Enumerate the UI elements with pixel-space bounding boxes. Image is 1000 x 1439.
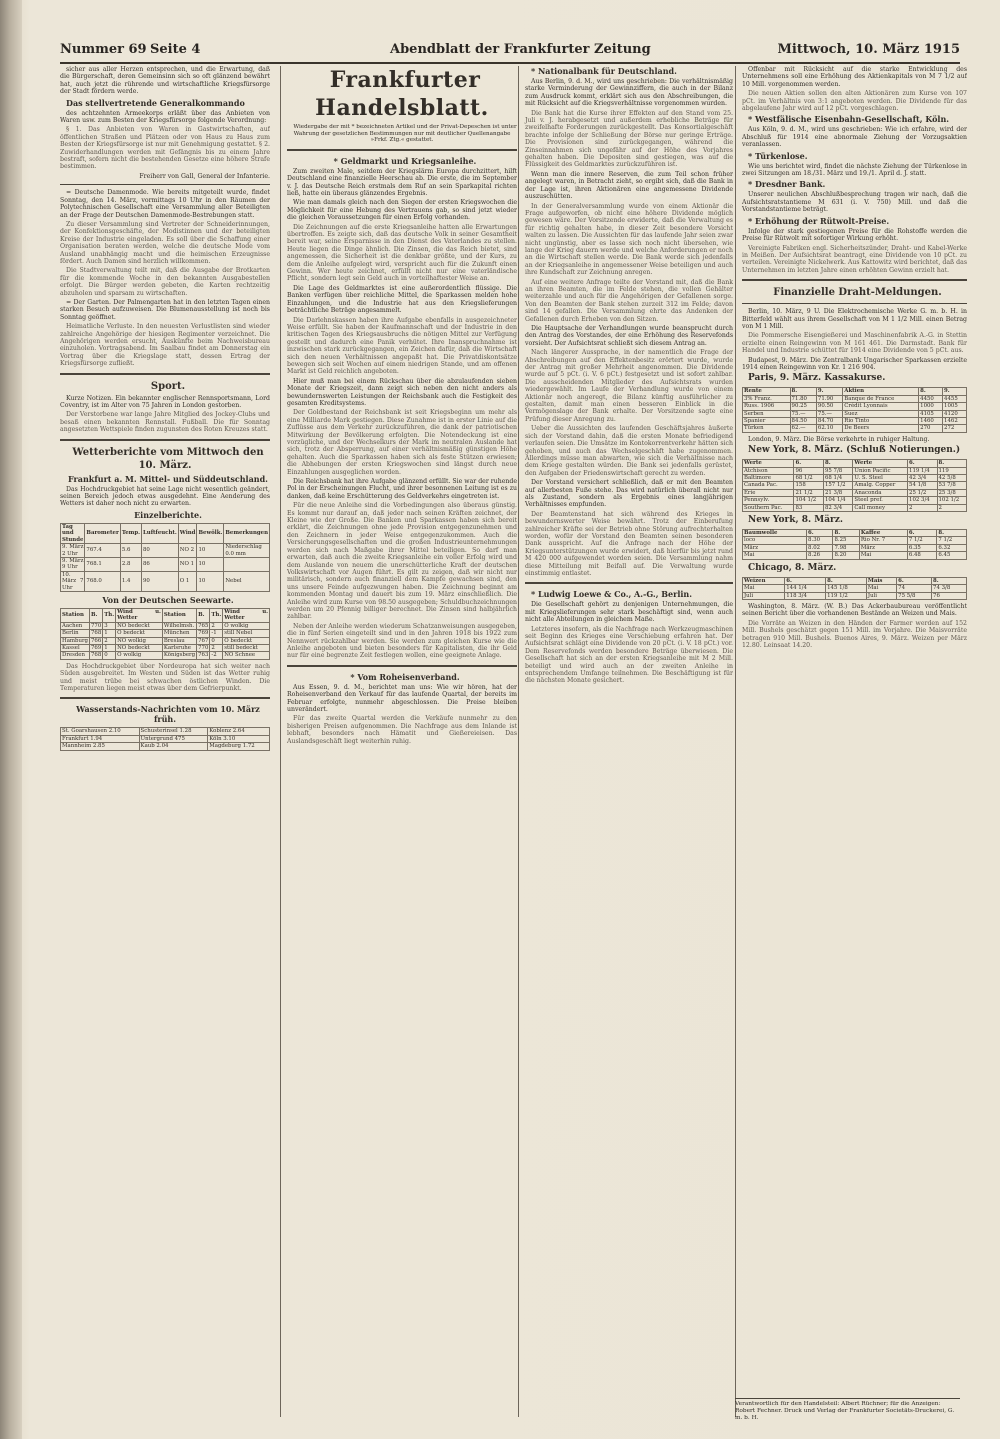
geldmarkt-filler-4: Für die neue Anleihe sind die Vorbedingungen also überaus günstig. Es kommt nur darauf an, daß jeder nach seinen Kräften zeichnet, der Kleine wie der Große. Die Banken und Sparkassen haben sich bereit erklärt, die Zeichnungen ohne jede Provision entgegenzunehmen und den Zeichnern in jeder Weise entgegenzukommen. Auch die Versicherungsgesellschaften und die großen Industrieunternehmungen werden sich nach Maßgabe ihrer Mittel beteiligen. So darf man erwarten, daß auch die zweite Kriegsanleihe ein voller Erfolg wird und dem Auslande von neuem die unerschütterliche Kraft der deutschen Volkswirtschaft vor Augen führt. Es gilt zu zeigen, daß wir nicht nur militärisch, sondern auch finanziell dem Kampfe gewachsen sind, den uns unsere Feinde aufgezwungen haben. Die Zeichnung beginnt am kommenden Montag und dauert bis zum 19. März einschließlich. Die Anleihe wird zum Kurse von 98.50 ausgegeben; Schuldbuchzeichnungen werden um 20 Pfennig billiger berechnet. Die Zinsen sind halbjährlich zahlbar. — [287, 502, 517, 621]
column-3 — [518, 66, 733, 1417]
nationalbank-p4: Der Vorstand versichert schließlich, daß er mit den Beamten auf allerbesten Fuße stehe. Das wird natürlich überall nicht nur als Zustand, sondern als Ergebnis eines langjährigen Verhältnisses empfunden. — [525, 479, 733, 509]
intro-paragraph: sicher aus aller Herzen entsprechen, und die Erwartung, daß die Bürgerschaft, deren Gemeinsinn sich so oft glänzend bewährt hat, auch jetzt die rührende und wirtschaftliche Kriegsfürsorge der Stadt fördern werde. — [60, 66, 270, 96]
article-title-loewe: * Ludwig Loewe & Co., A.-G., Berlin. — [531, 589, 693, 600]
nationalbank-filler-1: Die Bank hat die Kurse ihrer Effekten auf den Stand vom 25. Juli v. J. herabgesetzt und außerdem erhebliche Beträge für zweifelhafte Forderungen zurückgestellt. Das Konsortialgeschäft brachte infolge der Schließung der Börse nur geringe Erträge. Die Provisionen sind zurückgegangen, während die Zinseinnahmen sich ungefähr auf der Höhe des Vorjahres gehalten haben. Die Depositen sind gestiegen, was auf die Flüssigkeit des Geldmarktes zurückzuführen ist. — [525, 109, 733, 169]
weather-title: Wetterberichte vom Mittwoch den 10. März. — [72, 446, 264, 471]
weather-text: Das Hochdruckgebiet hat seine Lage nicht wesentlich geändert, seinen Bereich jedoch etwas ausgedehnt. Eine Aenderung des Wetters ist daher noch nicht zu erwarten. — [60, 485, 270, 508]
issue-number: Nummer 69 — [60, 42, 147, 57]
london-text: London, 9. März. Die Börse verkehrte in ruhiger Haltung. — [748, 435, 930, 443]
geldmarkt-p2: Wie man damals gleich nach den Siegen der ersten Kriegswochen die Möglichkeit für eine Hebung des Vertrauens gab, so sind jetzt wieder die gleichen Voraussetzungen für einen Erfolg vorhanden. — [287, 199, 517, 222]
article-title-geldmarkt: * Geldmarkt und Kriegsanleihe. — [333, 155, 477, 166]
nationalbank-filler-3: Auf eine weitere Anfrage teilte der Vorstand mit, daß die Bank an ihren Beamten, die im Felde stehen, die vollen Gehälter weiterzahle und auch für die Angehörigen der Gefallenen sorge. Von den Beamten der Bank stehen zurzeit 312 im Felde; davon sind 14 gefallen. Die Versammlung ehrte das Andenken der Gefallenen durch Erheben von den Sitzen. — [525, 278, 733, 323]
masthead: Abendblatt der Frankfurter Zeitung — [390, 42, 651, 57]
geldmarkt-p1: Zum zweiten Male, seitdem der Kriegslärm Europa durchzittert, hilft Deutschland eine finanzielle Heerschau ab. Die erste, die im September v. J. das Deutsche Reich erstmals dem Ruf an sein Sparkapital richten ließ, hatte ein überaus glänzendes Ergebnis. — [287, 167, 517, 197]
geldmarkt-filler-1: Die Zeichnungen auf die erste Kriegsanleihe hatten alle Erwartungen übertroffen. Es zeigte sich, daß das deutsche Volk in seiner Gesamtheit bereit war, seine Ersparnisse in den Dienst des Vaterlandes zu stellen. Heute liegen die Dinge ähnlich. Die Zinsen, die das Reich bietet, sind angemessen, die Sicherheit ist die denkbar größte, und der Kurs, zu dem die Anleihe aufgelegt wird, verspricht auch für die Zukunft einen Gewinn. Wer heute zeichnet, erfüllt nicht nur eine vaterländische Pflicht, sondern legt sein Geld auch in vorteilhaftester Weise an. — [287, 223, 517, 283]
damenmode-text: = Deutsche Damenmode. Wie bereits mitgeteilt wurde, findet Sonntag, den 14. März, vormittags 10 Uhr in den Räumen der Polytechnischen Gesellschaft eine Versammlung aller Beteiligten an der Frage der Deutschen Damenmode-Bestrebungen statt. — [60, 189, 270, 219]
loewe-filler: Letzteres insofern, als die Nachfrage nach Werkzeugmaschinen seit Beginn des Krieges eine Verschiebung erfahren hat. Der Aufsichtsrat schlägt eine Dividende von 20 pCt. (i. V. 18 pCt.) vor. Dem Reservefonds werden besondere Beträge überwiesen. Die Gesellschaft hat sich an der ersten Kriegsanleihe mit M 2 Mill. beteiligt und wird auch an der zweiten Anleihe in entsprechendem Umfange teilnehmen. Die Beschäftigung ist für die nächsten Monate gesichert. — [525, 625, 733, 685]
weather-table: Tag und Stunde Barometer Temp. Luftfeucht. Wind Bewölk. Bemerkungen 9. März 2 Uhr 767.4 5.6 80 NO 2 10 Niederschlag 0.0 mm 9. März 9 Uhr 768.1 2.8 86 NO 1 10 10. März 7 Uhr 768.0 1.4 90 O 1 10 Nebel — [62, 523, 268, 591]
seewarte-table: Station B. Th. Wind u. Wetter Station B. Th. Wind u. Wetter Aachen 770 3 NO bedeckt Wilhelmsh. 765 2 O wolkig Berlin 768 1 O bedeckt München 769 -1 still Nebel Hamburg 766 2 NO wolkig Breslau 767 0 O bedeckt Kassel 769 1 NO bedeckt Karlsruhe 770 2 still bedeckt Dresden 768 0 O wolkig Königsberg 763 -2 NO Schnee — [62, 608, 268, 659]
column-2 — [280, 66, 517, 1417]
roheisen-filler: Für das zweite Quartal werden die Verkäufe nunmehr zu den bisherigen Preisen aufgenommen. Die Nachfrage aus dem Inlande ist lebhaft, besonders nach Hämatit und Gießereieisen. Das Auslandsgeschäft liegt weiterhin ruhig. — [287, 715, 517, 745]
col4-p1: Offenbar mit Rücksicht auf die starke Entwicklung des Unternehmens soll eine Erhöhung des Aktienkapitals von M 7 1/2 auf 10 Mill. vorgenommen werden. — [742, 66, 967, 88]
nationalbank-p1: Aus Berlin, 9. d. M., wird uns geschrieben: Die verhältnismäßig starke Verminderung der Gewinnziffern, die auch in der Bilanz zum Ausdruck kommt, erklärt sich aus den Abschreibungen, die mit Rücksicht auf die Kriegsverhältnisse vorgenommen wurden. — [525, 78, 733, 108]
roheisen-p1: Aus Essen, 9. d. M., berichtet man uns: Wie wir hören, hat der Roheisenverband den Verkauf für das laufende Quartal, der bereits im Februar erfolgte, nunmehr abgeschlossen. Die Preise bleiben unverändert. — [287, 683, 517, 713]
col4-p7: Budapest, 9. März. Die Zentralbank Ungarischer Sparkassen erzielte 1914 einen Reingewinn von Kr. 1 216 904. — [742, 356, 967, 371]
col4-p5: Infolge der stark gestiegenen Preise für die Rohstoffe werden die Preise für Rütwolt mit sofortiger Wirkung erhöht. — [742, 227, 967, 243]
paris-label: Paris, 9. März. Kassakurse. — [748, 373, 886, 384]
col4-filler-2: Vereinigte Fabriken engl. Sicherheitszünder, Draht- und Kabel-Werke in Meißen. Der Aufsichtsrat beantragt, eine Dividende von 10 pCt. zu verteilen. Vereinigte Nickelwerk. Aus Kattowitz wird berichtet, daß das Unternehmen im letzten Jahre einen erhöhten Gewinn erzielt hat. — [742, 244, 967, 274]
damenmode-body: Zu dieser Versammlung sind Vertreter der Schneiderinnungen, der Konfektionsgeschäfte, der Modistinnen und der beteiligten Kreise der Industrie eingeladen. Es soll über die Schaffung einer Organisation beraten werden, welche die deutsche Mode vom Ausland unabhängig macht und die heimischen Erzeugnisse fördert. Auch Damen sind herzlich willkommen. — [60, 220, 270, 265]
geldmarkt-p5: Die Reichsbank hat ihre Aufgabe glänzend erfüllt. Sie war der ruhende Pol in der Erscheinungen Flucht, und ihrer besonnenen Leitung ist es zu danken, daß keine Erschütterung des Geldverkehrs eingetreten ist. — [287, 478, 517, 500]
handelsblatt-subtitle: Wiedergabe der mit * bezeichneten Artikel und der Privat-Depeschen ist unter Wahrung der gesetzlichen Bestimmungen nur mit deutlicher Quellenangabe »Frkf. Ztg.« gestattet. — [293, 124, 517, 144]
article-title-tuerkenlose: * Türkenlose. — [748, 150, 808, 161]
column-1 — [60, 66, 270, 1417]
article-title-dresdner: * Dresdner Bank. — [748, 179, 826, 190]
generalkommando-signature: Freiherr von Gall, General der Infanterie. — [139, 172, 270, 180]
seewarte-text: Das Hochdruckgebiet über Nordeuropa hat sich weiter nach Süden ausgebreitet. Im Westen und Süden ist das Wetter ruhig und meist trübe bei schwachen östlichen Winden. Die Temperaturen liegen meist etwas über dem Gefrierpunkt. — [60, 662, 270, 692]
newyork-table: Werte 6. 8. Werte 6. 8. Atchison 96 95 7/8 Union Pacific 119 1/4 119 Baltimore 68 1/2 68 1/4 U. S. Steel 42 3/4 42 5/8 Canada Pac. 158 157 1/2 Amalg. Copper 54 1/8 53 7/8 Erie 21 1/2 21 3/8 Anaconda 25 1/2 25 3/8 Pennsylv. 104 1/2 104 1/4 Steel pref. 102 3/4 102 1/2 Southern Pac. 83 82 3/4 Call money 2 2 — [742, 459, 967, 512]
imprint-footer: Verantwortlich für den Handelsteil: Albert Rüchner; für die Anzeigen: Robert Fechner. Druck und Verlag der Frankfurter Societäts-Druckerei, G. m. b. H. — [735, 1398, 960, 1422]
article-title-nationalbank: * Nationalbank für Deutschland. — [531, 66, 677, 76]
generalkommando-text: des achtzehnten Armeekorps erläßt über das Anbieten von Waren usw. zum Besten der Kriegsfürsorge folgende Verordnung: — [60, 109, 270, 125]
section-title-generalkommando: Das stellvertretende Generalkommando — [66, 97, 245, 108]
chicago-label: Chicago, 8. März. — [748, 562, 837, 573]
column-4 — [735, 66, 967, 1417]
page-number: Seite 4 — [150, 42, 201, 57]
nationalbank-p2: Wenn man die innere Reserven, die zum Teil schon früher angelegt waren, in Betracht zieht, so ergibt sich, daß die Bank in der Lage ist, ihren Aktionären eine angemessene Dividende auszuschütten. — [525, 170, 733, 201]
geldmarkt-filler-2: Die Darlehnskassen haben ihre Aufgabe ebenfalls in ausgezeichneter Weise erfüllt. Sie haben der Kaufmannschaft und der Industrie in den kritischen Tagen des Kriegsausbruchs die nötigen Mittel zur Verfügung gestellt und dadurch eine Panik verhütet. Ihre Inanspruchnahme ist inzwischen stark zurückgegangen, ein Zeichen dafür, daß die Wirtschaft sich den neuen Verhältnissen angepaßt hat. Die Privatdiskontsätze bewegen sich seit Wochen auf einem niedrigen Stande, und am offenen Markt ist Geld reichlich angeboten. — [287, 316, 517, 376]
article-title-westfaelische: * Westfälische Eisenbahn-Gesellschaft, Köln. — [748, 114, 950, 125]
nationalbank-filler-2: In der Generalversammlung wurde von einem Aktionär die Frage aufgeworfen, ob nicht eine höhere Dividende möglich gewesen wäre. Der Vorsitzende erwiderte, daß die Verwaltung es für richtig gehalten habe, in dieser Zeit besondere Vorsicht walten zu lassen. Die Aussichten für das laufende Jahr seien zwar nicht ungünstig, aber es lasse sich noch nicht übersehen, wie lange der Krieg dauern werde und welche Anforderungen er noch an die Wirtschaft stellen werde. Die Bank werde sich jedenfalls an der Kriegsanleihe in angemessener Weise beteiligen und auch ihre Kundschaft zur Zeichnung anregen. — [525, 202, 733, 277]
geldmarkt-filler-3: Der Goldbestand der Reichsbank ist seit Kriegsbeginn um mehr als eine Milliarde Mark gestiegen. Diese Zunahme ist in erster Linie auf die Zuflüsse aus dem Verkehr zurückzuführen, die dank der patriotischen Mitwirkung der Bevölkerung erfolgten. Die Notendeckung ist eine vorzügliche, und der Wechselkurs der Mark im neutralen Auslande hat sich, trotz der Absperrung, auf einer verhältnismäßig günstigen Höhe gehalten. Auch die Sparkassen haben sich als feste Stützen erwiesen; die Abhebungen der ersten Kriegswochen sind längst durch neue Einzahlungen ausgeglichen worden. — [287, 409, 517, 476]
col4-filler-1: Die neuen Aktien sollen den alten Aktionären zum Kurse von 107 pCt. im Verhältnis von 3:1 angeboten werden. Die Dividende für das abgelaufene Jahr wird auf 12 pCt. vorgeschlagen. — [742, 90, 967, 113]
newyork-label-2: New York, 8. März. — [748, 515, 844, 526]
washington-text: Washington, 8. März. (W. B.) Das Ackerbaubureau veröffentlicht seinen Bericht über die vorhandenen Bestände an Weizen und Mais. — [742, 602, 967, 618]
col4-p3: Wie uns berichtet wird, findet die nächste Ziehung der Türkenlose in zwei Sitzungen am 18./31. März und 19./1. April d. J. statt. — [742, 162, 967, 178]
geldmarkt-p3: Die Lage des Geldmarktes ist eine außerordentlich flüssige. Die Banken verfügen über reichliche Mittel, die Sparkassen melden hohe Einzahlungen, und die Industrie hat aus den Kriegslieferungen beträchtliche Beträge angesammelt. — [287, 284, 517, 315]
col4-filler-4: Die Vorräte an Weizen in den Händen der Farmer werden auf 152 Mill. Bushels geschätzt gegen 151 Mill. im Vorjahre. Die Maisvorräte betragen 910 Mill. Bushels. Buenos Aires, 9. März. Weizen per März 12.80. Leinsaat 14.20. — [742, 619, 967, 649]
loewe-p1: Die Gesellschaft gehört zu denjenigen Unternehmungen, die mit Kriegslieferungen sehr stark beschäftigt sind, wenn auch nicht alle Abteilungen in gleichem Maße. — [525, 601, 733, 624]
col4-p2: Aus Köln, 9. d. M., wird uns geschrieben: Wie ich erfahre, wird der Abschluß für 1914 eine abnormale Ziehung der Vorzugsaktien veranlassen. — [742, 126, 967, 149]
chicago-table: Weizen 6. 8. Mais 6. 8. Mai 144 1/4 145 1/8 Mai 74 74 3/8 Juli 118 3/4 119 1/2 Juli 75 5/8 76 — [742, 577, 967, 600]
geldmarkt-p4: Hier muß man bei einem Rückschau über die abzulaufenden sieben Monate der Kriegszeit, dann zeigt sich neben den nicht anders als bewundernswerten Leistungen der Reichsbank auch die Festigkeit des gesamten Kreditsystems. — [287, 377, 517, 407]
paris-table: Rente 8. 9. Aktien 8. 9. 3% Franz. 71.80 71.90 Banque de France 4450 4455 Russ. 1906 90.25 90.50 Crédit Lyonnais 1000 1005 Serben 75.— 75.— Suez 4105 4120 Spanier 84.50 84.70 Rio Tinto 1460 1462 Türken 62.— 62.10 De Beers 270 272 — [742, 387, 967, 432]
issue-date: Mittwoch, 10. März 1915 — [777, 42, 960, 57]
nationalbank-filler-6: Der Beamtenstand hat sich während des Krieges in bewundernswerter Weise bewährt. Trotz der Einberufung zahlreicher Kräfte sei der Betrieb ohne Störung aufrechterhalten worden, wofür der Vorstand den Beamten seinen besonderen Dank ausspricht. Auf die Anfrage nach der Höhe der Kriegsunterstützungen wurde erwidert, daß hierfür bis jetzt rund M 420 000 aufgewendet worden seien. Die Versammlung nahm diese Mitteilung mit Beifall auf. Die Verwaltung wurde einstimmig entlastet. — [525, 510, 733, 577]
page-header — [60, 40, 960, 64]
water-title: Wasserstands-Nachrichten vom 10. März früh. — [76, 704, 260, 725]
nationalbank-filler-5: Ueber die Aussichten des laufenden Geschäftsjahres äußerte sich der Vorstand dahin, daß die ersten Monate befriedigend verlaufen seien. Die Umsätze im Kontokorrentverkehr hätten sich gehoben, und auch das Wechselgeschäft habe zugenommen. Allerdings müsse man abwarten, wie sich die Verhältnisse nach dem Kriege gestalten würden. Die Bank sei jedenfalls gerüstet, den Aufgaben der Friedenswirtschaft gerecht zu werden. — [525, 425, 733, 477]
sport-body: Der Verstorbene war lange Jahre Mitglied des Jockey-Clubs und besaß einen bekannten Rennstall. Fußball. Die für Sonntag angesetzten Wettspiele finden zugunsten des Roten Kreuzes statt. — [60, 411, 270, 434]
handelsblatt-title: Frankfurter Handelsblatt. — [315, 67, 489, 121]
stadt-notice: Die Stadtverwaltung teilt mit, daß die Ausgabe der Brotkarten für die kommende Woche in den bekannten Ausgabestellen erfolgt. Die Bürger werden gebeten, die Karten rechtzeitig abzuholen und sparsam zu wirtschaften. — [60, 267, 270, 297]
sport-title: Sport. — [150, 380, 186, 392]
geldmarkt-filler-5: Neben der Anleihe werden wiederum Schatzanweisungen ausgegeben, die in fünf Serien eingeteilt sind und in den Jahren 1918 bis 1922 zum Nennwert rückzahlbar werden. Sie werden zum gleichen Kurse wie die Anleihe angeboten und bieten besonders für Kapitalisten, die ihr Geld nur für eine begrenzte Zeit festlegen wollen, eine geeignete Anlage. — [287, 622, 517, 660]
generalkommando-body: § 1. Das Anbieten von Waren in Gastwirtschaften, auf öffentlichen Straßen und Plätzen oder von Haus zu Haus zum Besten der Kriegsfürsorge ist nur mit Genehmigung gestattet. § 2. Zuwiderhandlungen werden mit Gefängnis bis zu einem Jahre bestraft, sofern nicht die bestehenden Gesetze eine höhere Strafe bestimmen. — [60, 126, 270, 171]
newyork-commodity-table: Baumwolle 6. 8. Kaffee 6. 8. loco 8.30 8.25 Rio Nr. 7 7 1/2 7 1/2 März 8.02 7.98 März 6.35 6.32 Mai 8.26 8.20 Mai 6.48 6.45 — [742, 529, 967, 560]
newyork-label-1: New York, 8. März. (Schluß Notierungen.) — [748, 445, 961, 456]
col4-filler-3: Die Pommersche Eisengießerei und Maschinenfabrik A.-G. in Stettin erzielte einen Reingewinn von M 161 461. Die Darmstadt. Bank für Handel und Industrie schüttet für 1914 eine Dividende von 5 pCt. aus. — [742, 332, 967, 355]
weather-subtitle: Frankfurt a. M. Mittel- und Süddeutschland. — [68, 473, 268, 484]
einzel-title: Einzelberichte. — [134, 509, 202, 520]
page-binding — [0, 0, 22, 1439]
local-news: Heimatliche Verluste. In den neuesten Verlustlisten sind wieder zahlreiche Angehörige der hiesigen Regimenter verzeichnet. Die Angehörigen werden ersucht, Auskünfte beim Nachweisbureau einzuholen. Vortragsabend. Im Saalbau findet am Donnerstag ein Vortrag über die Kriegslage statt, dessen Ertrag der Kriegsfürsorge zufließt. — [60, 323, 270, 368]
col4-p6: Berlin, 10. März, 9 U. Die Elektrochemische Werke G. m. b. H. in Bitterfeld wählt aus ihrem Gesellschaft von M 1 1/2 Mill. einen Betrag von M 1 Mill. — [742, 308, 967, 330]
article-title-roheisen: * Vom Roheisenverband. — [350, 671, 460, 682]
sport-text: Kurze Notizen. Ein bekannter englischer Rennsportsmann, Lord Coventry, ist im Alter von 75 Jahren in London gestorben. — [60, 394, 270, 410]
water-table: St. Goarshausen 2.10 Schusterinsel 1.28 Koblenz 2.64 Frankfurt 1.94 Untergrund 475 Köln 3.10 Mannheim 2.85 Kaub 2.04 Magdeburg 1.72 — [60, 727, 270, 750]
draht-title: Finanzielle Draht-Meldungen. — [773, 287, 942, 299]
article-title-ruetwolt: * Erhöhung der Rütwolt-Preise. — [748, 215, 890, 226]
garten-text: = Der Garten. Der Palmengarten hat in den letzten Tagen einen starken Besuch aufzuweisen. Die Blumenausstellung ist noch bis Sonntag geöffnet. — [60, 298, 270, 321]
col4-p4: Unserer neulichen Abschlußbesprechung tragen wir nach, daß die Aufsichtsratstantieme M 631 (i. V. 750) Mill. und daß die Vorstandstantieme beträgt. — [742, 191, 967, 214]
nationalbank-p3: Die Hauptsache der Verhandlungen wurde beansprucht durch den Antrag des Vorstandes, der eine Erhöhung des Reservefonds vorsieht. Der Aufsichtsrat schließt sich diesem Antrag an. — [525, 325, 733, 347]
seewarte-title: Von der Deutschen Seewarte. — [102, 594, 234, 605]
nationalbank-filler-4: Nach längerer Aussprache, in der namentlich die Frage der Abschreibungen auf den Effektenbesitz erörtert wurde, wurde der Antrag mit großer Mehrheit angenommen. Die Dividende wurde auf 5 pCt. (i. V. 6 pCt.) festgesetzt und ist sofort zahlbar. Die ausscheidenden Mitglieder des Aufsichtsrats wurden wiedergewählt. Im Laufe der Verhandlung wurde von einem Aktionär noch angeregt, die Bilanz künftig ausführlicher zu gestalten, damit man einen besseren Einblick in die Vermögenslage der Bank erhalte. Der Vorsitzende sagte eine Prüfung dieser Anregung zu. — [525, 349, 733, 423]
